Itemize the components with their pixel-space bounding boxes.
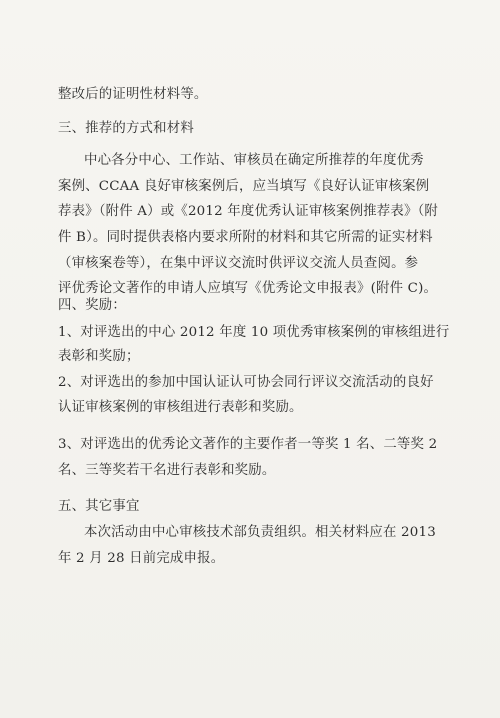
section-heading: 四、奖励： <box>58 298 126 313</box>
text-line: 案例、CCAA 良好审核案例后，应当填写《良好认证审核案例 <box>58 179 430 194</box>
text-line: 整改后的证明性材料等。 <box>58 87 208 102</box>
text-line: 年 2 月 28 日前完成申报。 <box>58 551 225 566</box>
text-line: 认证审核案例的审核组进行表彰和奖励。 <box>58 400 303 415</box>
text-line: 2、对评选出的参加中国认证认可协会同行评议交流活动的良好 <box>58 375 434 390</box>
text-line: （审核案卷等），在集中评议交流时供评议交流人员查阅。参 <box>58 256 419 271</box>
text-line: 1、对评选出的中心 2012 年度 10 项优秀审核案例的审核组进行 <box>58 325 450 340</box>
section-heading: 五、其它事宜 <box>58 499 140 514</box>
text-line: 中心各分中心、工作站、审核员在确定所推荐的年度优秀 <box>84 153 424 168</box>
text-line: 评优秀论文著作的申请人应填写《优秀论文申报表》(附件 C)。 <box>58 281 438 296</box>
text-line: 荐表》（附件 A）或《2012 年度优秀认证审核案例推荐表》（附 <box>58 204 439 219</box>
text-line: 本次活动由中心审核技术部负责组织。相关材料应在 2013 <box>84 525 436 540</box>
text-line: 表彰和奖励； <box>58 349 140 364</box>
section-heading: 三、推荐的方式和材料 <box>58 121 194 136</box>
text-line: 3、对评选出的优秀论文著作的主要作者一等奖 1 名、二等奖 2 <box>58 437 438 452</box>
text-line: 名、三等奖若干名进行表彰和奖励。 <box>58 463 276 478</box>
text-line: 件 B）。同时提供表格内要求所附的材料和其它所需的证实材料 <box>58 230 433 245</box>
